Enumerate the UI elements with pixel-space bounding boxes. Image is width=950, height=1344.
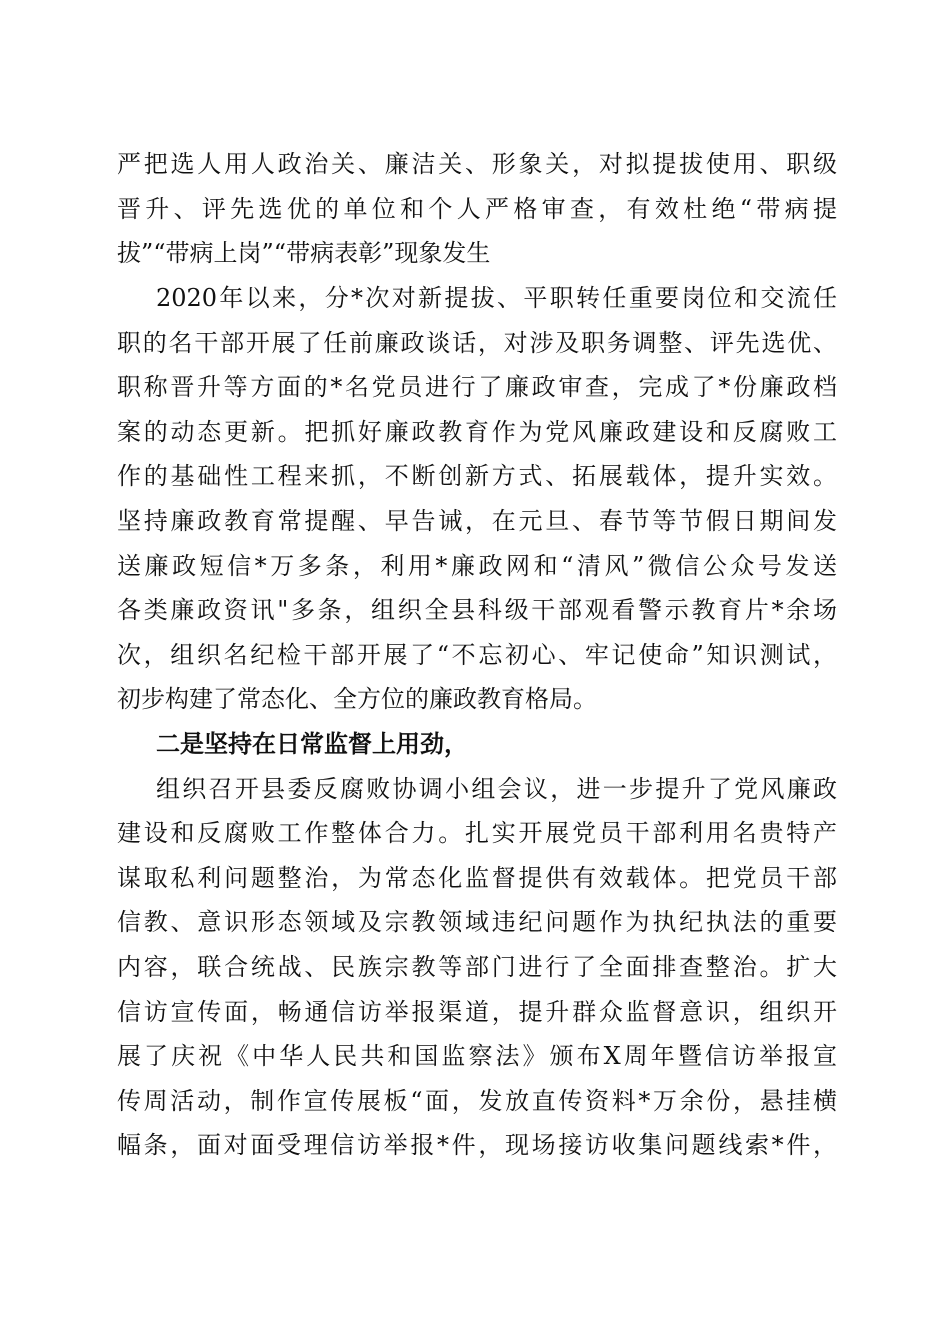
text-line-11: 各类廉政资讯"多条，组织全县科级干部观看警示教育片*余场 (117, 596, 837, 624)
text-line-4: 2020年以来，分*次对新提拔、平职转任重要岗位和交流任 (156, 284, 837, 312)
text-line-15: 组织召开县委反腐败协调小组会议，进一步提升了党风廉政 (156, 775, 837, 803)
text-line-20: 信访宣传面，畅通信访举报渠道，提升群众监督意识，组织开 (117, 998, 837, 1026)
text-line-7: 案的动态更新。把抓好廉政教育作为党风廉政建设和反腐败工 (117, 418, 837, 446)
text-line-13: 初步构建了常态化、全方位的廉政教育格局。 (117, 685, 597, 713)
text-line-2: 晋升、评先选优的单位和个人严格审查，有效杜绝“带病提 (117, 195, 837, 223)
text-line-6: 职称晋升等方面的*名党员进行了廉政审查，完成了*份廉政档 (117, 373, 837, 401)
text-line-19: 内容，联合统战、民族宗教等部门进行了全面排查整治。扩大 (117, 953, 837, 981)
text-line-3: 拔”“带病上岗”“带病表彰”现象发生 (117, 239, 491, 267)
text-line-10: 送廉政短信*万多条，利用*廉政网和“清风”微信公众号发送 (117, 552, 837, 580)
text-line-12: 次，组织名纪检干部开展了“不忘初心、牢记使命”知识测试， (117, 641, 837, 669)
text-line-8: 作的基础性工程来抓，不断创新方式、拓展载体，提升实效。 (117, 462, 837, 490)
text-line-18: 信教、意识形态领域及宗教领域违纪问题作为执纪执法的重要 (117, 908, 837, 936)
text-line-17: 谋取私利问题整治，为常态化监督提供有效载体。把党员干部 (117, 864, 837, 892)
text-line-1: 严把选人用人政治关、廉洁关、形象关，对拟提拔使用、职级 (117, 150, 837, 178)
text-line-5: 职的名干部开展了任前廉政谈话，对涉及职务调整、评先选优、 (117, 329, 837, 357)
text-line-22: 传周活动，制作宣传展板“面，发放直传资料*万余份，悬挂横 (117, 1087, 837, 1115)
section-heading: 二是坚持在日常监督上用劲， (156, 729, 468, 758)
text-line-23: 幅条，面对面受理信访举报*件，现场接访收集问题线索*件， (117, 1131, 837, 1159)
text-line-9: 坚持廉政教育常提醒、早告诫，在元旦、春节等节假日期间发 (117, 507, 837, 535)
text-line-16: 建设和反腐败工作整体合力。扎实开展党员干部利用名贵特产 (117, 819, 837, 847)
text-line-21: 展了庆祝《中华人民共和国监察法》颁布X周年暨信访举报宣 (117, 1042, 837, 1070)
